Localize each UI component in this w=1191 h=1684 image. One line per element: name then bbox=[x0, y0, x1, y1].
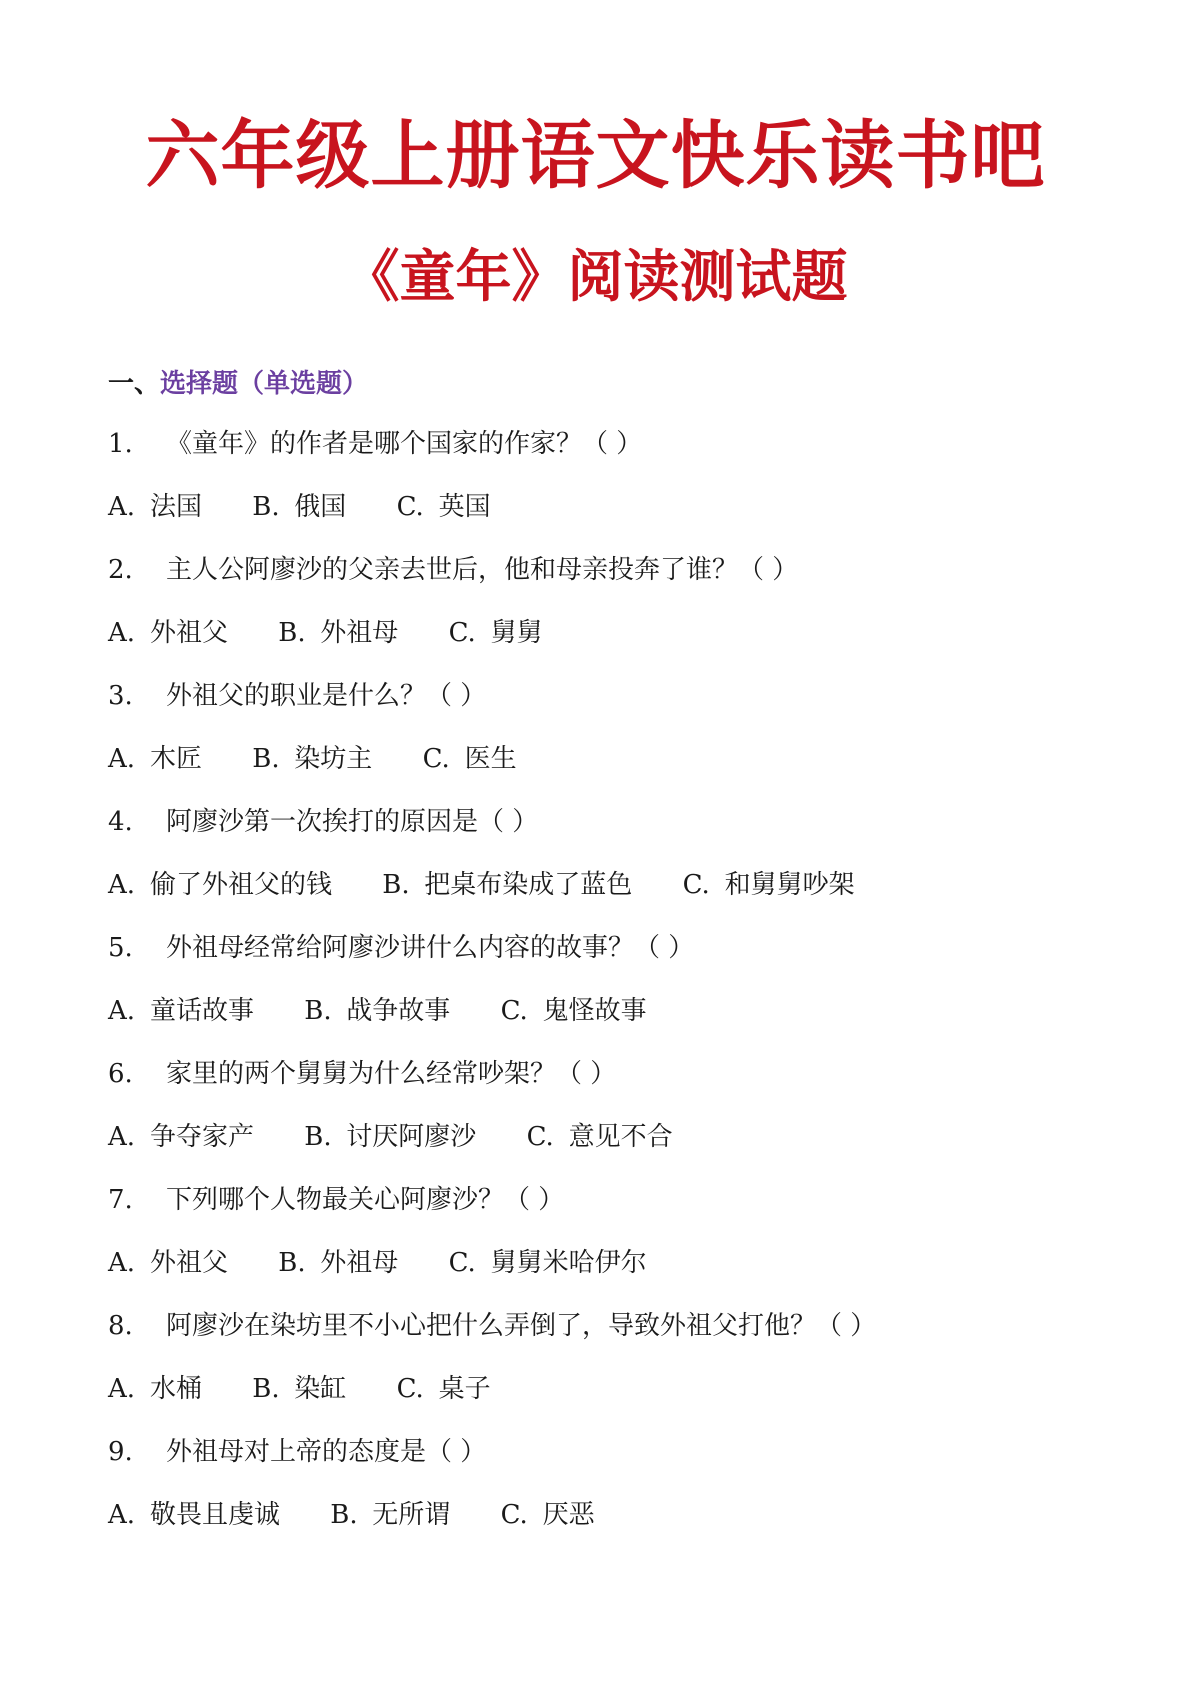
option-b bbox=[304, 1117, 476, 1157]
question-7 bbox=[108, 1180, 1108, 1243]
option-b bbox=[278, 613, 398, 653]
question-9-options bbox=[108, 1495, 1108, 1558]
option-c bbox=[501, 1495, 595, 1535]
option-a bbox=[108, 613, 228, 653]
option-a bbox=[108, 1369, 202, 1409]
option-letter: A. bbox=[108, 1374, 136, 1404]
option-letter: C. bbox=[448, 618, 476, 648]
question-number: 8. bbox=[108, 1311, 133, 1341]
option-letter: B. bbox=[252, 744, 280, 774]
option-text: 意见不合 bbox=[568, 1122, 673, 1152]
option-text: 厌恶 bbox=[542, 1500, 595, 1530]
option-letter: A. bbox=[108, 996, 136, 1026]
option-b bbox=[278, 1243, 398, 1283]
option-text: 外祖父 bbox=[150, 618, 229, 648]
option-a bbox=[108, 991, 254, 1031]
question-number: 2. bbox=[108, 555, 133, 585]
question-text: 下列哪个人物最关心阿廖沙？（ ） bbox=[166, 1185, 565, 1215]
option-letter: C. bbox=[526, 1122, 554, 1152]
option-c bbox=[449, 1243, 647, 1283]
option-text: 染缸 bbox=[294, 1374, 347, 1404]
option-text: 战争故事 bbox=[346, 996, 451, 1026]
option-text: 敬畏且虔诚 bbox=[150, 1500, 281, 1530]
option-b bbox=[252, 487, 346, 527]
question-9 bbox=[108, 1432, 1108, 1495]
option-text: 童话故事 bbox=[150, 996, 255, 1026]
option-c bbox=[397, 487, 491, 527]
question-4-options bbox=[108, 865, 1108, 928]
option-letter: B. bbox=[252, 492, 280, 522]
option-b bbox=[330, 1495, 450, 1535]
document-title: 六年级上册语文快乐读书吧 bbox=[145, 113, 1046, 199]
option-b bbox=[252, 739, 372, 779]
question-number: 1. bbox=[108, 429, 133, 459]
option-letter: C. bbox=[422, 744, 450, 774]
option-letter: B. bbox=[278, 1248, 306, 1278]
section-label: 选择题（单选题） bbox=[160, 369, 369, 399]
option-text: 英国 bbox=[438, 492, 491, 522]
option-b bbox=[382, 865, 632, 905]
question-1 bbox=[108, 424, 1108, 487]
option-text: 讨厌阿廖沙 bbox=[346, 1122, 477, 1152]
option-text: 外祖母 bbox=[320, 1248, 399, 1278]
question-7-options bbox=[108, 1243, 1108, 1306]
section-number: 一、 bbox=[108, 369, 161, 399]
question-text: 《童年》的作者是哪个国家的作家？（ ） bbox=[166, 429, 643, 459]
question-6-options bbox=[108, 1117, 1108, 1180]
question-text: 阿廖沙在染坊里不小心把什么弄倒了，导致外祖父打他？（ ） bbox=[166, 1311, 877, 1341]
question-text: 家里的两个舅舅为什么经常吵架？（ ） bbox=[166, 1059, 617, 1089]
option-letter: C. bbox=[396, 492, 424, 522]
question-text: 主人公阿廖沙的父亲去世后，他和母亲投奔了谁？（ ） bbox=[166, 555, 799, 585]
option-letter: C. bbox=[396, 1374, 424, 1404]
option-text: 法国 bbox=[150, 492, 203, 522]
question-2-options bbox=[108, 613, 1108, 676]
option-text: 桌子 bbox=[438, 1374, 491, 1404]
question-3-options bbox=[108, 739, 1108, 802]
question-1-options bbox=[108, 487, 1108, 550]
question-text: 外祖父的职业是什么？（ ） bbox=[166, 681, 487, 711]
option-b bbox=[304, 991, 450, 1031]
option-letter: A. bbox=[108, 492, 136, 522]
option-text: 鬼怪故事 bbox=[542, 996, 647, 1026]
question-8 bbox=[108, 1306, 1108, 1369]
question-4 bbox=[108, 802, 1108, 865]
option-letter: B. bbox=[304, 996, 332, 1026]
option-text: 和舅舅吵架 bbox=[724, 870, 855, 900]
question-6 bbox=[108, 1054, 1108, 1117]
question-5 bbox=[108, 928, 1108, 991]
option-text: 把桌布染成了蓝色 bbox=[424, 870, 633, 900]
option-a bbox=[108, 1243, 228, 1283]
question-number: 6. bbox=[108, 1059, 133, 1089]
question-text: 外祖母经常给阿廖沙讲什么内容的故事？（ ） bbox=[166, 933, 695, 963]
question-text: 外祖母对上帝的态度是（ ） bbox=[166, 1437, 487, 1467]
option-c bbox=[449, 613, 543, 653]
option-a bbox=[108, 865, 332, 905]
option-text: 舅舅米哈伊尔 bbox=[490, 1248, 647, 1278]
option-c bbox=[501, 991, 647, 1031]
option-letter: A. bbox=[108, 1248, 136, 1278]
option-text: 无所谓 bbox=[372, 1500, 451, 1530]
option-letter: A. bbox=[108, 618, 136, 648]
question-3 bbox=[108, 676, 1108, 739]
question-text: 阿廖沙第一次挨打的原因是（ ） bbox=[166, 807, 539, 837]
option-text: 舅舅 bbox=[490, 618, 543, 648]
question-list bbox=[108, 424, 1108, 1558]
question-8-options bbox=[108, 1369, 1108, 1432]
option-text: 医生 bbox=[464, 744, 517, 774]
option-letter: B. bbox=[278, 618, 306, 648]
option-c bbox=[423, 739, 517, 779]
option-c bbox=[683, 865, 855, 905]
question-number: 7. bbox=[108, 1185, 133, 1215]
option-text: 外祖母 bbox=[320, 618, 399, 648]
option-text: 木匠 bbox=[150, 744, 203, 774]
question-number: 5. bbox=[108, 933, 133, 963]
question-number: 4. bbox=[108, 807, 133, 837]
option-letter: B. bbox=[304, 1122, 332, 1152]
option-text: 偷了外祖父的钱 bbox=[150, 870, 333, 900]
option-c bbox=[397, 1369, 491, 1409]
option-letter: C. bbox=[500, 996, 528, 1026]
option-letter: C. bbox=[448, 1248, 476, 1278]
option-text: 水桶 bbox=[150, 1374, 203, 1404]
option-a bbox=[108, 1117, 254, 1157]
option-text: 外祖父 bbox=[150, 1248, 229, 1278]
question-number: 9. bbox=[108, 1437, 133, 1467]
option-c bbox=[527, 1117, 673, 1157]
option-letter: B. bbox=[252, 1374, 280, 1404]
option-letter: C. bbox=[682, 870, 710, 900]
question-number: 3. bbox=[108, 681, 133, 711]
option-letter: C. bbox=[500, 1500, 528, 1530]
option-a bbox=[108, 739, 202, 779]
option-letter: A. bbox=[108, 1500, 136, 1530]
option-text: 染坊主 bbox=[294, 744, 373, 774]
question-2 bbox=[108, 550, 1108, 613]
option-letter: A. bbox=[108, 1122, 136, 1152]
option-a bbox=[108, 1495, 280, 1535]
option-b bbox=[252, 1369, 346, 1409]
option-letter: A. bbox=[108, 744, 136, 774]
option-letter: A. bbox=[108, 870, 136, 900]
option-letter: B. bbox=[330, 1500, 358, 1530]
option-a bbox=[108, 487, 202, 527]
document-subtitle: 《童年》阅读测试题 bbox=[343, 245, 848, 310]
option-letter: B. bbox=[382, 870, 410, 900]
section-heading bbox=[108, 364, 368, 404]
question-5-options bbox=[108, 991, 1108, 1054]
option-text: 俄国 bbox=[294, 492, 347, 522]
option-text: 争夺家产 bbox=[150, 1122, 255, 1152]
